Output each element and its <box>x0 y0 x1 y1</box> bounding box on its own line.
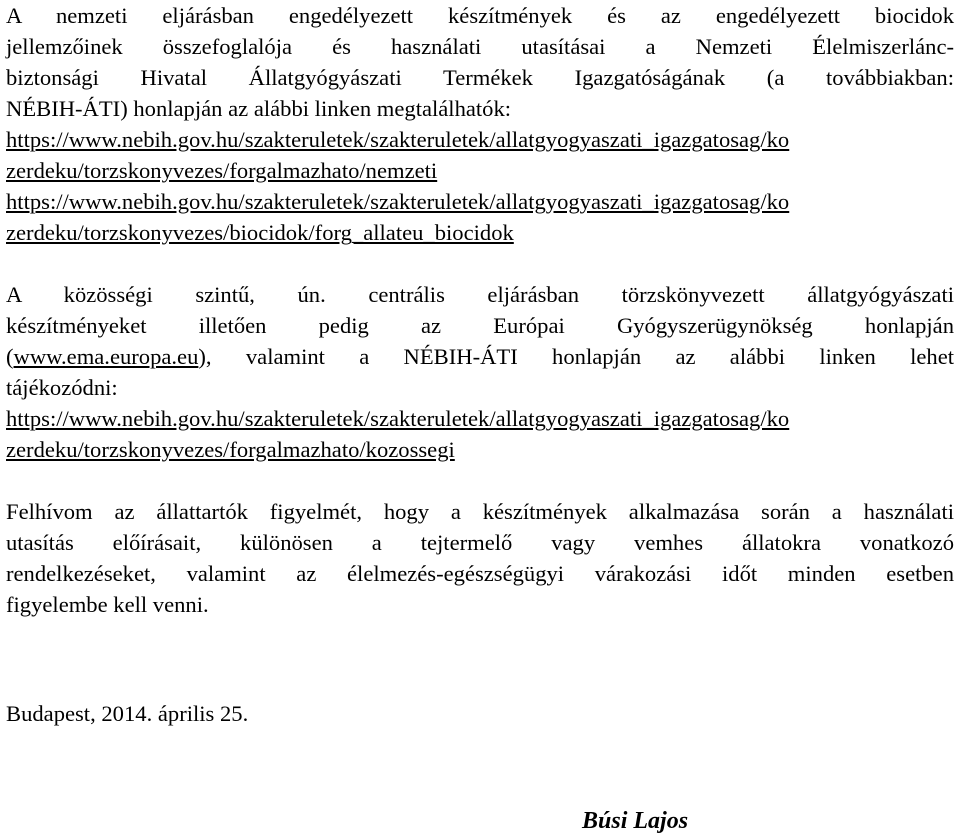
community-products-link-line1[interactable]: https://www.nebih.gov.hu/szakteruletek/szakteruletek/allatgyogyaszati_igazgatosag/ko <box>6 406 790 431</box>
biocides-link-line1[interactable]: https://www.nebih.gov.hu/szakteruletek/szakteruletek/allatgyogyaszati_igazgatosag/ko <box>6 189 790 214</box>
paragraph3-line2: utasítás előírásait, különösen a tejtermelő vagy vemhes állatokra vonatkozó <box>6 530 954 555</box>
biocides-link-line2[interactable]: zerdeku/torzskonyvezes/biocidok/forg_allateu_biocidok <box>6 220 514 245</box>
national-products-link-line1[interactable]: https://www.nebih.gov.hu/szakteruletek/szakteruletek/allatgyogyaszati_igazgatosag/ko <box>6 127 790 152</box>
national-products-link-line2[interactable]: zerdeku/torzskonyvezes/forgalmazhato/nemzeti <box>6 158 438 183</box>
paragraph2-line4: tájékozódni: <box>6 375 118 400</box>
paragraph3-line4: figyelembe kell venni. <box>6 592 209 617</box>
community-products-link-line2[interactable]: zerdeku/torzskonyvezes/forgalmazhato/kozossegi <box>6 437 455 462</box>
paren-open: ( <box>6 344 14 369</box>
signature-name: Búsi Lajos <box>582 808 689 834</box>
paragraph1-line1: A nemzeti eljárásban engedélyezett készítmények és az engedélyezett biocidok <box>6 3 954 28</box>
paragraph2-line2: készítményeket illetően pedig az Európai Gyógyszerügynökség honlapján <box>6 313 954 338</box>
paragraph1-line4: NÉBIH-ÁTI) honlapján az alábbi linken megtalálhatók: <box>6 96 512 121</box>
date-place-line: Budapest, 2014. április 25. <box>6 701 249 726</box>
paragraph1-line3: biztonsági Hivatal Állatgyógyászati Termékek Igazgatóságának (a továbbiakban: <box>6 65 954 90</box>
paragraph3-line3: rendelkezéseket, valamint az élelmezés-egészségügyi várakozási időt minden esetben <box>6 561 954 586</box>
paragraph2-line3-rest: ), valamint a NÉBIH-ÁTI honlapján az alábbi linken lehet <box>198 344 954 369</box>
paragraph1-line2: jellemzőinek összefoglalója és használati utasításai a Nemzeti Élelmiszerlánc- <box>6 34 954 59</box>
paragraph3-line1: Felhívom az állattartók figyelmét, hogy a készítmények alkalmazása során a használati <box>6 499 954 524</box>
paragraph2-line1: A közösségi szintű, ún. centrális eljárásban törzskönyvezett állatgyógyászati <box>6 282 954 307</box>
ema-link[interactable]: www.ema.europa.eu <box>13 344 199 369</box>
paragraph2-line3 <box>6 341 954 372</box>
